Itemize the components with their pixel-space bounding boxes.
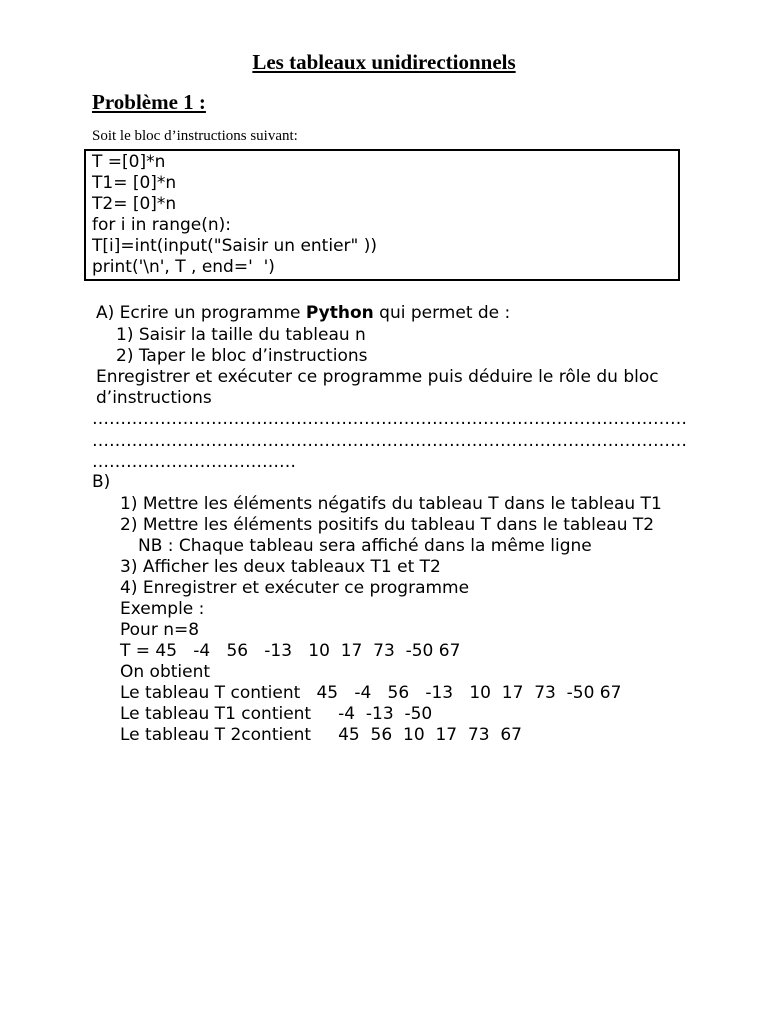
- code-line: T[i]=int(input("Saisir un entier" )): [92, 236, 378, 256]
- intro-text: Soit le bloc d’instructions suivant:: [92, 128, 298, 144]
- result-t2: Le tableau T 2contient 45 56 10 17 73 67: [120, 725, 522, 745]
- part-a-instruction-2: d’instructions: [96, 388, 212, 408]
- example-obtient: On obtient: [120, 662, 211, 682]
- problem-heading: Problème 1 :: [92, 90, 206, 114]
- code-line: T1= [0]*n: [92, 173, 177, 193]
- example-t-values: T = 45 -4 56 -13 10 17 73 -50 67: [120, 641, 461, 661]
- part-b-label: B): [92, 472, 111, 492]
- code-line: T2= [0]*n: [92, 194, 177, 214]
- answer-dots-2: ……………………………………………………………………………………………: [92, 431, 687, 451]
- part-b-item-1: 1) Mettre les éléments négatifs du tableau T dans le tableau T1: [120, 494, 662, 514]
- part-b-nb: NB : Chaque tableau sera affiché dans la même ligne: [138, 536, 592, 556]
- example-label: Exemple :: [120, 599, 205, 619]
- part-a-prefix: A) Ecrire un programme: [96, 303, 306, 323]
- part-a-item-2: 2) Taper le bloc d’instructions: [116, 346, 368, 366]
- part-a-statement: [96, 303, 510, 324]
- answer-dots-1: ……………………………………………………………………………………………: [92, 409, 687, 429]
- part-b-item-2: 2) Mettre les éléments positifs du tableau T dans le tableau T2: [120, 515, 655, 535]
- example-n: Pour n=8: [120, 620, 200, 640]
- part-b-item-4: 4) Enregistrer et exécuter ce programme: [120, 578, 470, 598]
- answer-dots-3: ………………………………: [92, 452, 296, 472]
- code-line: for i in range(n):: [92, 215, 232, 235]
- code-line: T =[0]*n: [92, 152, 166, 172]
- result-t: Le tableau T contient 45 -4 56 -13 10 17 73 -50 67: [120, 683, 622, 703]
- part-b-item-3: 3) Afficher les deux tableaux T1 et T2: [120, 557, 441, 577]
- result-t1: Le tableau T1 contient -4 -13 -50: [120, 704, 433, 724]
- part-a-suffix: qui permet de :: [373, 303, 511, 323]
- part-a-instruction-1: Enregistrer et exécuter ce programme puis déduire le rôle du bloc: [96, 367, 659, 387]
- code-line: print('\n', T , end=' '): [92, 257, 275, 277]
- python-keyword: Python: [305, 303, 374, 323]
- code-block: [84, 149, 680, 281]
- page-title: Les tableaux unidirectionnels: [252, 50, 516, 74]
- part-a-item-1: 1) Saisir la taille du tableau n: [116, 325, 366, 345]
